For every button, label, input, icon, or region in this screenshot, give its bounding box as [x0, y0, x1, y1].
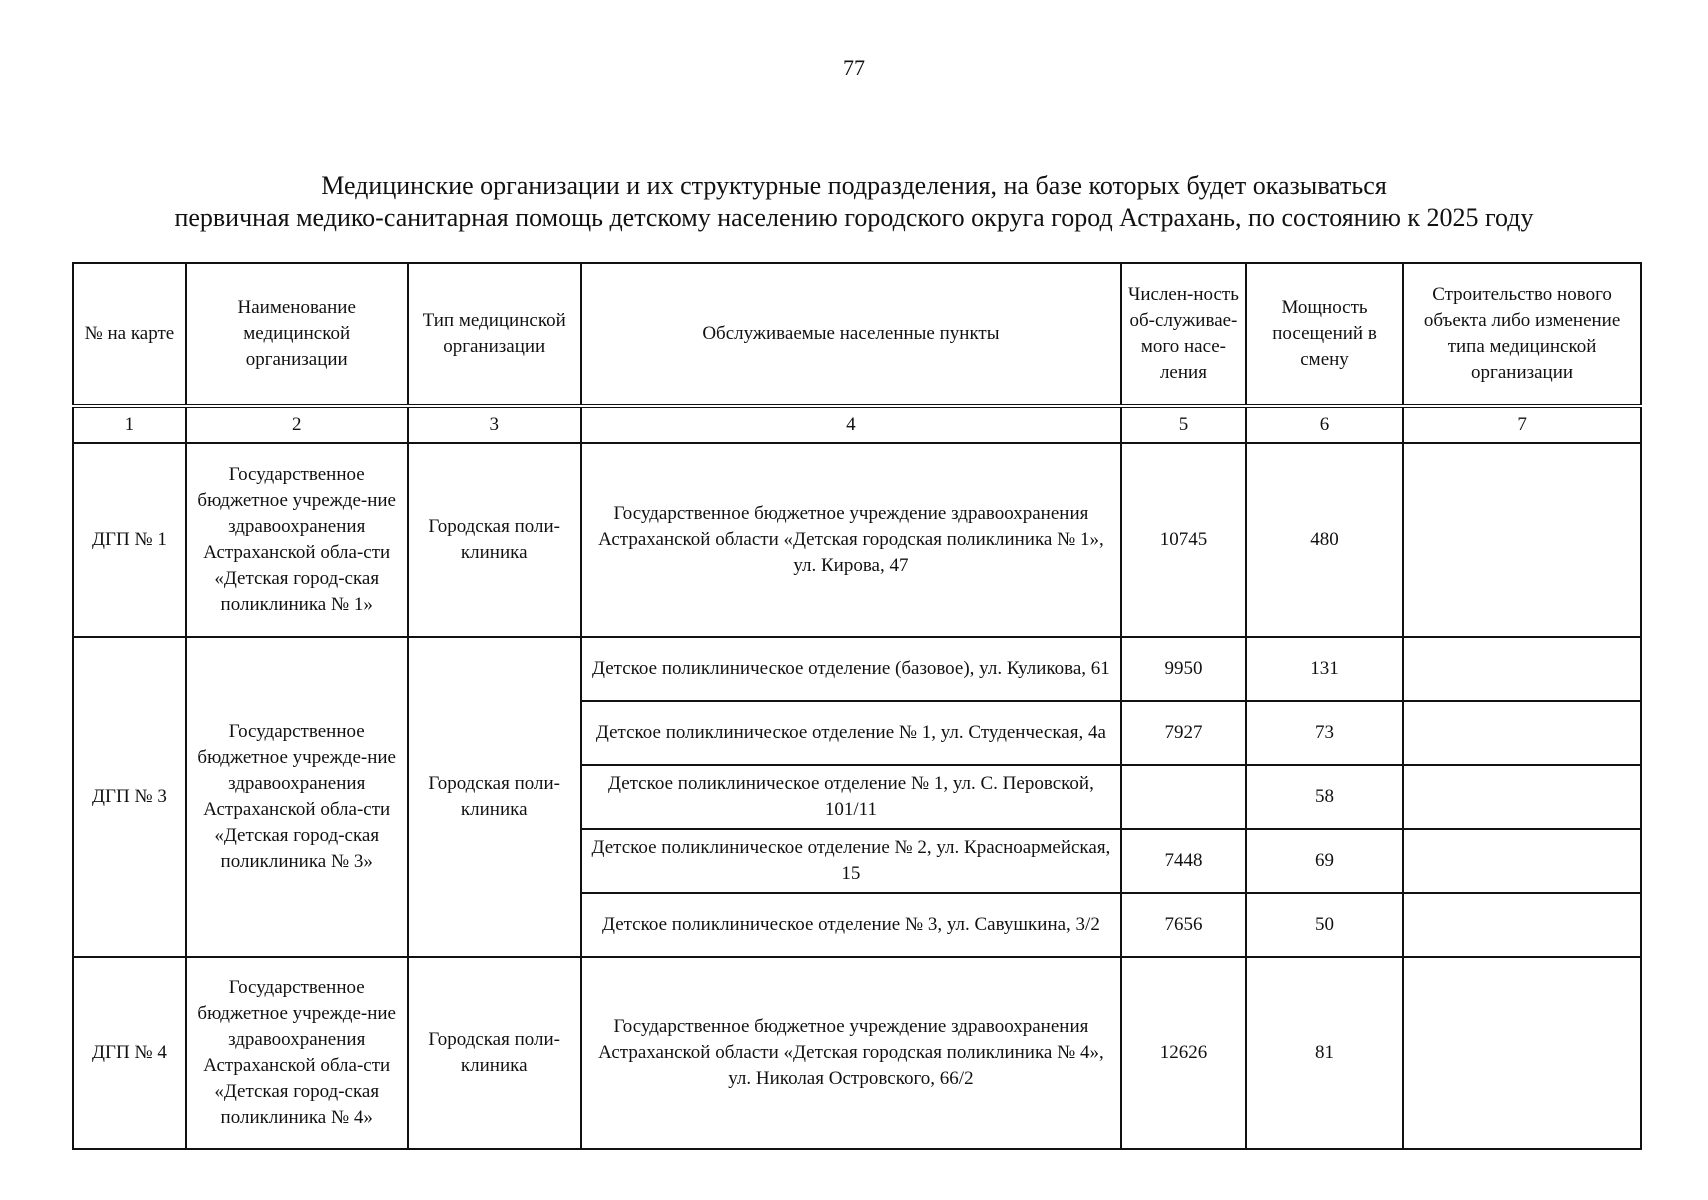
table-row [73, 957, 1641, 1149]
header-construction: Строительство нового объекта либо изменение типа медицинской организации [1403, 263, 1641, 406]
served-cell: Детское поликлиническое отделение № 1, ул. С. Перовской, 101/11 [581, 765, 1121, 829]
org-type-cell: Городская поли-клиника [408, 957, 581, 1149]
population-cell: 9950 [1121, 637, 1246, 701]
capacity-cell: 73 [1246, 701, 1403, 765]
org-type-cell: Городская поли-клиника [408, 443, 581, 637]
served-cell: Государственное бюджетное учреждение здравоохранения Астраханской области «Детская городская поликлиника № 1», ул. Кирова, 47 [581, 443, 1121, 637]
header-map-number: № на карте [73, 263, 186, 406]
column-number: 7 [1403, 406, 1641, 443]
column-number: 4 [581, 406, 1121, 443]
capacity-cell: 480 [1246, 443, 1403, 637]
construction-cell [1403, 957, 1641, 1149]
column-number: 1 [73, 406, 186, 443]
column-number: 3 [408, 406, 581, 443]
org-name-cell: Государственное бюджетное учрежде-ние здравоохранения Астраханской обла-сти «Детская город-ская поликлиника № 4» [186, 957, 408, 1149]
medical-organizations-table [72, 262, 1642, 1150]
construction-cell [1403, 637, 1641, 701]
construction-cell [1403, 701, 1641, 765]
header-population: Числен-ность об-служивае-мого насе-ления [1121, 263, 1246, 406]
construction-cell [1403, 765, 1641, 829]
construction-cell [1403, 443, 1641, 637]
served-cell: Государственное бюджетное учреждение здравоохранения Астраханской области «Детская городская поликлиника № 4», ул. Николая Островского, 66/2 [581, 957, 1121, 1149]
served-cell: Детское поликлиническое отделение (базовое), ул. Куликова, 61 [581, 637, 1121, 701]
served-cell: Детское поликлиническое отделение № 1, ул. Студенческая, 4а [581, 701, 1121, 765]
title-line-2: первичная медико-санитарная помощь детскому населению городского округа город Астрахань, по состоянию к 2025 году [174, 203, 1534, 232]
map-id-cell: ДГП № 4 [73, 957, 186, 1149]
table-row [73, 443, 1641, 637]
column-number: 5 [1121, 406, 1246, 443]
population-cell: 10745 [1121, 443, 1246, 637]
org-name-cell: Государственное бюджетное учрежде-ние здравоохранения Астраханской обла-сти «Детская город-ская поликлиника № 3» [186, 637, 408, 957]
served-cell: Детское поликлиническое отделение № 2, ул. Красноармейская, 15 [581, 829, 1121, 893]
population-cell: 7448 [1121, 829, 1246, 893]
org-name-cell: Государственное бюджетное учрежде-ние здравоохранения Астраханской обла-сти «Детская город-ская поликлиника № 1» [186, 443, 408, 637]
capacity-cell: 131 [1246, 637, 1403, 701]
capacity-cell: 81 [1246, 957, 1403, 1149]
capacity-cell: 58 [1246, 765, 1403, 829]
page-number: 77 [843, 55, 865, 80]
header-org-type: Тип медицинской организации [408, 263, 581, 406]
map-id-cell: ДГП № 1 [73, 443, 186, 637]
served-cell: Детское поликлиническое отделение № 3, ул. Савушкина, 3/2 [581, 893, 1121, 957]
population-cell: 12626 [1121, 957, 1246, 1149]
capacity-cell: 50 [1246, 893, 1403, 957]
org-type-cell: Городская поли-клиника [408, 637, 581, 957]
table-header-row [73, 263, 1641, 406]
population-cell: 7927 [1121, 701, 1246, 765]
map-id-cell: ДГП № 3 [73, 637, 186, 957]
construction-cell [1403, 893, 1641, 957]
title-line-1: Медицинские организации и их структурные подразделения, на базе которых будет оказываться [321, 171, 1387, 200]
construction-cell [1403, 829, 1641, 893]
population-cell [1121, 765, 1246, 829]
header-served-settlements: Обслуживаемые населенные пункты [581, 263, 1121, 406]
column-number-row [73, 406, 1641, 443]
document-title [0, 170, 1708, 234]
header-capacity: Мощность посещений в смену [1246, 263, 1403, 406]
capacity-cell: 69 [1246, 829, 1403, 893]
population-cell: 7656 [1121, 893, 1246, 957]
column-number: 6 [1246, 406, 1403, 443]
header-org-name: Наименование медицинской организации [186, 263, 408, 406]
table-row [73, 637, 1641, 701]
column-number: 2 [186, 406, 408, 443]
